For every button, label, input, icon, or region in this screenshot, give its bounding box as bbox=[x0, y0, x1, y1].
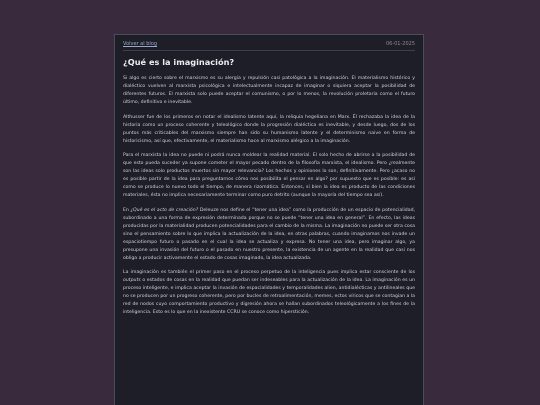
paragraph-4-body: Deleuze nos define el “tener una idea” como la producción de un espacio de potencialidad, subordinado a una forma de expresión determinada porque no se puede “tener una idea en general”. En efecto, las ideas producidas por la materialidad producen potencialidades para el cambio de la misma. La imaginación no puede ser otra cosa sino el pensamiento sobre lo que implica la actualización de la idea, en otras palabras, cuando imaginamos nos invade un espaciotiempo futuro o pasado en el cual la idea se actualiza y expresa. No tener una idea, pero imaginar algo, ya presupone una invasión del futuro o el pasado en nuestro presente, la existencia de un agente en la realidad que casi nos obliga a producir activamente el estado de cosas imaginado, la idea actualizada. bbox=[123, 207, 415, 261]
post-title: ¿Qué es la imaginación? bbox=[123, 57, 235, 67]
back-to-blog-link[interactable]: Volver al blog bbox=[123, 41, 157, 47]
paragraph-5-emphasis: outputs bbox=[123, 278, 141, 284]
blog-post-card bbox=[114, 34, 424, 405]
paragraph-3: Para el marxista la idea no puede ni podrá nunca moldear la realidad material. El solo hecho de abrirse a la posibilidad de que esto pueda suceder ya supone cometer el mayor pecado dentro de la filosofía marxista, el idealismo. Pero ¿realmente son las ideas solo productos muertos sin mayor relevancia? Los hechos y opiniones lo son, definitivamente. Pero ¿acaso no es posible partir de la idea para preguntarnos cómo nos posibilita el pensar en algo? por supuesto que es posible: es así como se produce lo nuevo todo el tiempo, de manera rizomática. Entonces, si bien la idea es producto de las condiciones materiales, ésta no implica necesariamente terminar como puro detrito (aunque la mayoría del tiempo sea así). bbox=[123, 153, 415, 199]
paragraph-4 bbox=[123, 207, 415, 263]
post-header bbox=[123, 39, 415, 49]
header-divider bbox=[123, 50, 415, 51]
paragraph-4-intro: En bbox=[123, 207, 131, 213]
paragraph-4-book-title: ¿Qué es el acto de creación? bbox=[130, 207, 199, 213]
post-date: 06-01-2025 bbox=[385, 41, 415, 47]
paragraph-5-intro: La imaginación es también el primer paso en el proceso perpetuo de la inteligencia pues implica estar consciente de los bbox=[123, 270, 415, 276]
paragraph-1: Si algo es cierto sobre el marxismo es su alergia y repulsión casi patológica a la imaginación. El materialismo histórico y dialéctico vuelven al marxista psicológica e intelectualmente incapaz de imaginar o siquiera aceptar la posibilidad de diferentes futuros. El marxista solo puede aceptar el comunismo, o por lo menos, la revolución proletaria como el futuro último, definitivo e inevitable. bbox=[123, 76, 415, 106]
paragraph-5-body: o estados de cosas en la realidad que puedan ser indeseables para la actualización de la idea. La imaginación es un proceso inteligente, e implica aceptar la invasión de espacialidades y temporalidades alien, antidialécticas y antilineales que no se producen por un progreso coherente, pero por bucles de retroalimentación, memes, ectos víricos que se contagian a la red de nodos cuyo comportamiento productivo y digresión ahora se hallan subordinados teleológicamente a los fines de la inteligencia. Esto es lo que en la inexistente CCRU se conoce como hiperstición. bbox=[123, 278, 415, 316]
paragraph-2: Althusser fue de los primeros en notar el idealismo latente aquí, la reliquia hegeliana en Marx. Él rechazaba la idea de la historia como un proceso coherente y teleológico donde la progresión dialéctica es inevitable, y desde luego, dos de los puntos más criticables del marxismo siempre han sido su humanismo latente y el determinismo naive en forma de historicismo, así que, efectivamente, el materialismo hace al marxismo alérgico a la imaginación. bbox=[123, 114, 415, 144]
paragraph-5 bbox=[123, 269, 415, 317]
